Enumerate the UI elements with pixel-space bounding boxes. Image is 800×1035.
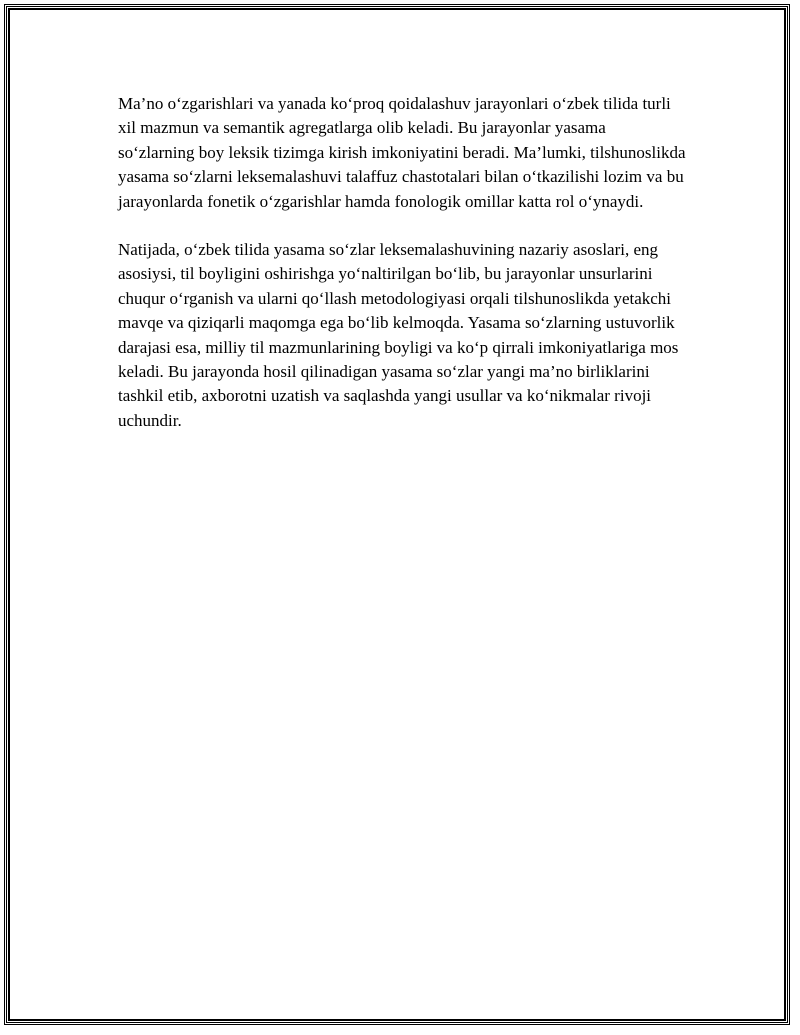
- paragraph-1: Ma’no o‘zgarishlari va yanada ko‘proq qoidalashuv jarayonlari o‘zbek tilida turli xil mazmun va semantik agregatlarga olib keladi. Bu jarayonlar yasama so‘zlarning boy leksik tizimga kirish imkoniyatini beradi. Ma’lumki, tilshunoslikda yasama so‘zlarni leksemalashuvi talaffuz chastotalari bilan o‘tkazilishi lozim va bu jarayonlarda fonetik o‘zgarishlar hamda fonologik omillar katta rol o‘ynaydi.: [118, 94, 686, 211]
- document-body: [118, 92, 686, 457]
- paragraph-2: Natijada, o‘zbek tilida yasama so‘zlar leksemalashuvining nazariy asoslari, eng asosiysi, til boyligini oshirishga yo‘naltirilgan bo‘lib, bu jarayonlar unsurlarini chuqur o‘rganish va ularni qo‘llash metodologiyasi orqali tilshunoslikda yetakchi mavqe va qiziqarli maqomga ega bo‘lib kelmoqda. Yasama so‘zlarning ustuvorlik darajasi esa, milliy til mazmunlarining boyligi va ko‘p qirrali imkoniyatlariga mos keladi. Bu jarayonda hosil qilinadigan yasama so‘zlar yangi ma’no birliklarini tashkil etib, axborotni uzatish va saqlashda yangi usullar va ko‘nikmalar rivoji uchundir.: [118, 240, 679, 430]
